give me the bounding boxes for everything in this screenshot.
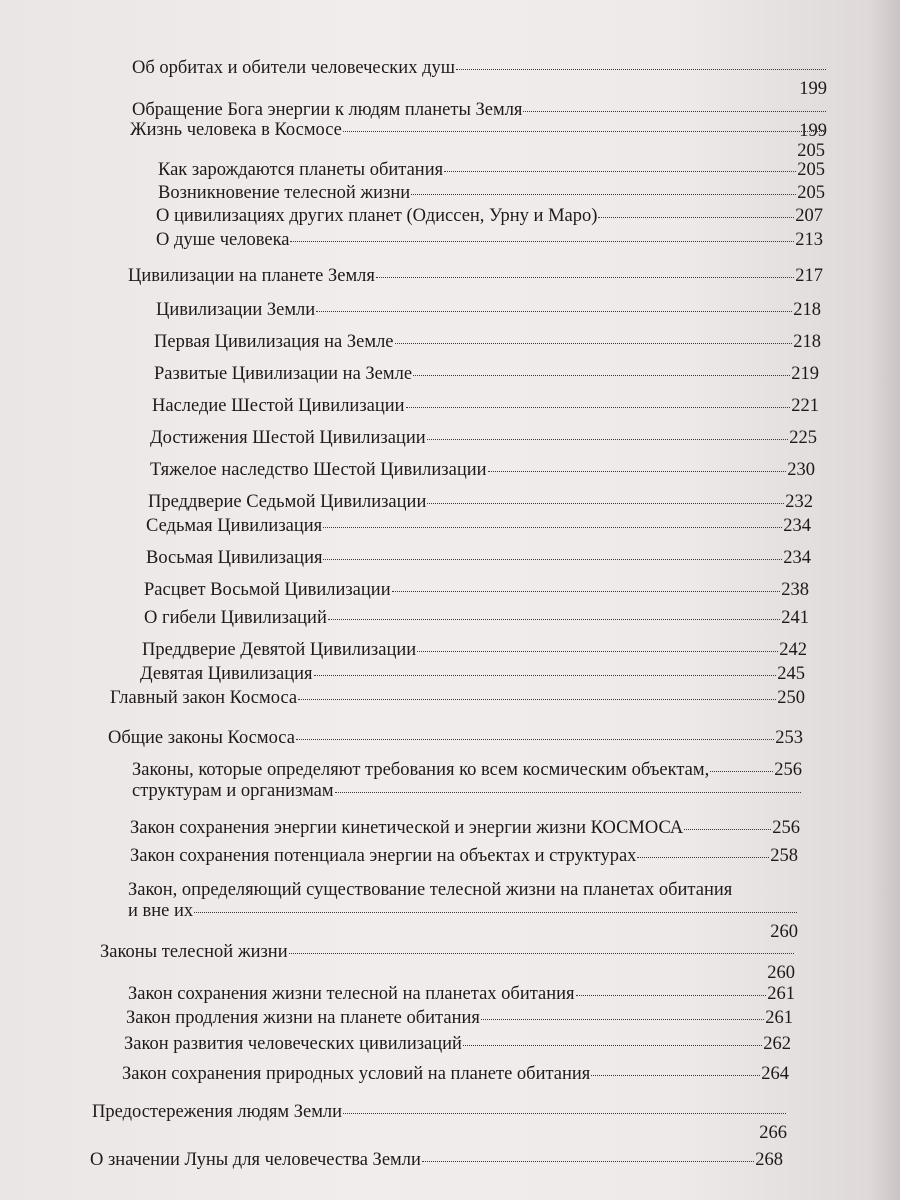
toc-entry-page: 205 [797,160,825,180]
toc-entry-page: 234 [783,516,811,536]
toc-entry-page: 253 [775,728,803,748]
toc-entry-page: 205 [797,183,825,203]
toc-entry-title: Первая Цивилизация на Земле [154,332,394,352]
dot-leader [417,651,778,652]
toc-entry-page: 261 [765,1008,793,1028]
dot-leader [427,503,784,504]
dot-leader [523,111,826,112]
toc-entry-page: 218 [793,300,821,320]
toc-entry[interactable] [128,984,795,1005]
toc-entry-title: Восьмая Цивилизация [146,548,323,568]
toc-entry[interactable] [128,880,798,943]
toc-entry-page: 238 [781,580,809,600]
dot-leader [298,699,776,700]
toc-entry[interactable] [130,846,798,867]
toc-entry-title-line1: Законы, которые определяют требования ко всем космическим объектам, [132,760,710,780]
toc-entry[interactable] [158,160,825,181]
dot-leader [481,1019,764,1020]
toc-entry-title: Преддверие Девятой Цивилизации [142,640,417,660]
toc-entry-title: Расцвет Восьмой Цивилизации [144,580,391,600]
toc-entry[interactable] [150,428,817,449]
toc-entry-title: Преддверие Седьмой Цивилизации [148,492,427,512]
toc-entry-title: Главный закон Космоса [110,688,298,708]
toc-entry[interactable] [130,818,800,839]
toc-entry-title-line2: и вне их [128,901,194,921]
dot-leader [194,912,797,913]
toc-entry-title: Жизнь человека в Космосе [130,120,342,140]
toc-entry[interactable] [152,396,819,417]
toc-entry-title-line1: Закон, определяющий существование телесной жизни на планетах обитания [128,880,733,900]
toc-entry[interactable] [124,1034,791,1055]
toc-entry-page: 199 [799,121,827,141]
toc-entry-title: Об орбитах и обители человеческих душ [132,58,455,78]
toc-entry-page: 258 [770,846,798,866]
dot-leader [710,771,773,772]
toc-entry-title: Общие законы Космоса [108,728,295,748]
toc-entry-page: 256 [774,760,802,780]
toc-entry[interactable] [144,608,809,629]
dot-leader [598,217,794,218]
toc-entry[interactable] [150,460,815,481]
dot-leader [406,407,791,408]
toc-entry-title: Достижения Шестой Цивилизации [150,428,426,448]
toc-entry-title: Закон продления жизни на планете обитания [126,1008,480,1028]
toc-entry[interactable] [156,206,823,227]
toc-entry-title: О душе человека [156,230,290,250]
toc-entry[interactable] [132,58,827,100]
toc-entry-title: Развитые Цивилизации на Земле [154,364,413,384]
toc-entry[interactable] [154,364,819,385]
dot-leader [316,311,792,312]
dot-leader [343,1113,786,1114]
dot-leader [376,277,794,278]
toc-entry-title: Цивилизации Земли [156,300,316,320]
dot-leader [323,527,782,528]
toc-entry-page: 260 [770,922,798,942]
toc-entry-title: Предостережения людям Земли [92,1102,343,1122]
dot-leader [463,1045,762,1046]
toc-entry-title: О цивилизациях других планет (Одиссен, Урну и Маро) [156,206,598,226]
toc-entry-title: О гибели Цивилизаций [144,608,327,628]
toc-entry-page: 199 [799,79,827,99]
toc-entry-page: 264 [761,1064,789,1084]
toc-entry[interactable] [108,728,803,749]
toc-entry-page: 242 [779,640,807,660]
toc-entry[interactable] [148,492,813,513]
toc-entry-page: 219 [791,364,819,384]
toc-entry-page: 205 [797,141,825,161]
toc-entry[interactable] [146,516,811,537]
toc-entry-title: Законы телесной жизни [100,942,288,962]
dot-leader [488,471,787,472]
dot-leader [328,619,780,620]
toc-entry-page: 245 [777,664,805,684]
dot-leader [576,995,767,996]
toc-entry[interactable] [90,1150,783,1171]
toc-entry[interactable] [100,942,795,984]
dot-leader [335,792,801,793]
toc-entry-page: 221 [791,396,819,416]
dot-leader [314,675,777,676]
toc-entry-page: 266 [759,1123,787,1143]
toc-entry-title: Тяжелое наследство Шестой Цивилизации [150,460,487,480]
toc-entry[interactable] [144,580,809,601]
toc-entry-page: 230 [787,460,815,480]
dot-leader [684,829,771,830]
toc-entry-title: Обращение Бога энергии к людям планеты Земля [132,100,523,120]
dot-leader [411,194,796,195]
toc-entry-page: 225 [789,428,817,448]
toc-entry[interactable] [142,640,807,661]
toc-entry-page: 241 [781,608,809,628]
toc-entry[interactable] [132,760,802,802]
toc-entry-page: 234 [783,548,811,568]
toc-entry-title: Закон сохранения энергии кинетической и энергии жизни КОСМОСА [130,818,684,838]
toc-entry-title: Возникновение телесной жизни [158,183,411,203]
toc-entry-title: Закон сохранения потенциала энергии на объектах и структурах [130,846,637,866]
toc-entry[interactable] [126,1008,793,1029]
toc-entry-title: Седьмая Цивилизация [146,516,323,536]
dot-leader [413,375,790,376]
dot-leader [395,343,793,344]
dot-leader [637,857,769,858]
toc-entry[interactable] [92,1102,787,1144]
toc-entry-page: 260 [767,963,795,983]
toc-entry[interactable] [110,688,805,709]
toc-entry[interactable] [158,183,825,204]
toc-entry-page: 213 [795,230,823,250]
toc-entry-title-line2: структурам и организмам [132,781,334,801]
toc-entry-title: О значении Луны для человечества Земли [90,1150,421,1170]
toc-entry-page: 261 [767,984,795,1004]
toc-entry-title: Закон сохранения жизни телесной на планетах обитания [128,984,575,1004]
toc-entry-page: 218 [793,332,821,352]
toc-entry-title: Цивилизации на планете Земля [128,266,375,286]
dot-leader [323,559,782,560]
toc-entry-page: 250 [777,688,805,708]
dot-leader [296,739,774,740]
dot-leader [427,439,789,440]
toc-entry-page: 217 [795,266,823,286]
toc-entry-page: 232 [785,492,813,512]
dot-leader [591,1075,760,1076]
toc-entry-page: 256 [772,818,800,838]
toc-entry-page: 207 [795,206,823,226]
dot-leader [444,171,796,172]
toc-entry[interactable] [146,548,811,569]
dot-leader [290,241,794,242]
dot-leader [343,131,824,132]
toc-entry[interactable] [130,120,825,162]
toc-entry-title: Наследие Шестой Цивилизации [152,396,405,416]
toc-entry-page: 262 [763,1034,791,1054]
dot-leader [456,69,826,70]
toc-entry[interactable] [156,230,823,251]
toc-entry[interactable] [140,664,805,685]
toc-entry-page: 268 [755,1150,783,1170]
toc-entry-title: Закон сохранения природных условий на планете обитания [122,1064,591,1084]
toc-entry-title: Как зарождаются планеты обитания [158,160,444,180]
toc-entry-title: Девятая Цивилизация [140,664,313,684]
toc-entry[interactable] [122,1064,789,1085]
dot-leader [392,591,781,592]
dot-leader [289,953,794,954]
dot-leader [422,1161,754,1162]
toc-entry-title: Закон развития человеческих цивилизаций [124,1034,462,1054]
toc-entry[interactable] [128,266,823,287]
toc-entry[interactable] [154,332,821,353]
toc-entry[interactable] [156,300,821,321]
